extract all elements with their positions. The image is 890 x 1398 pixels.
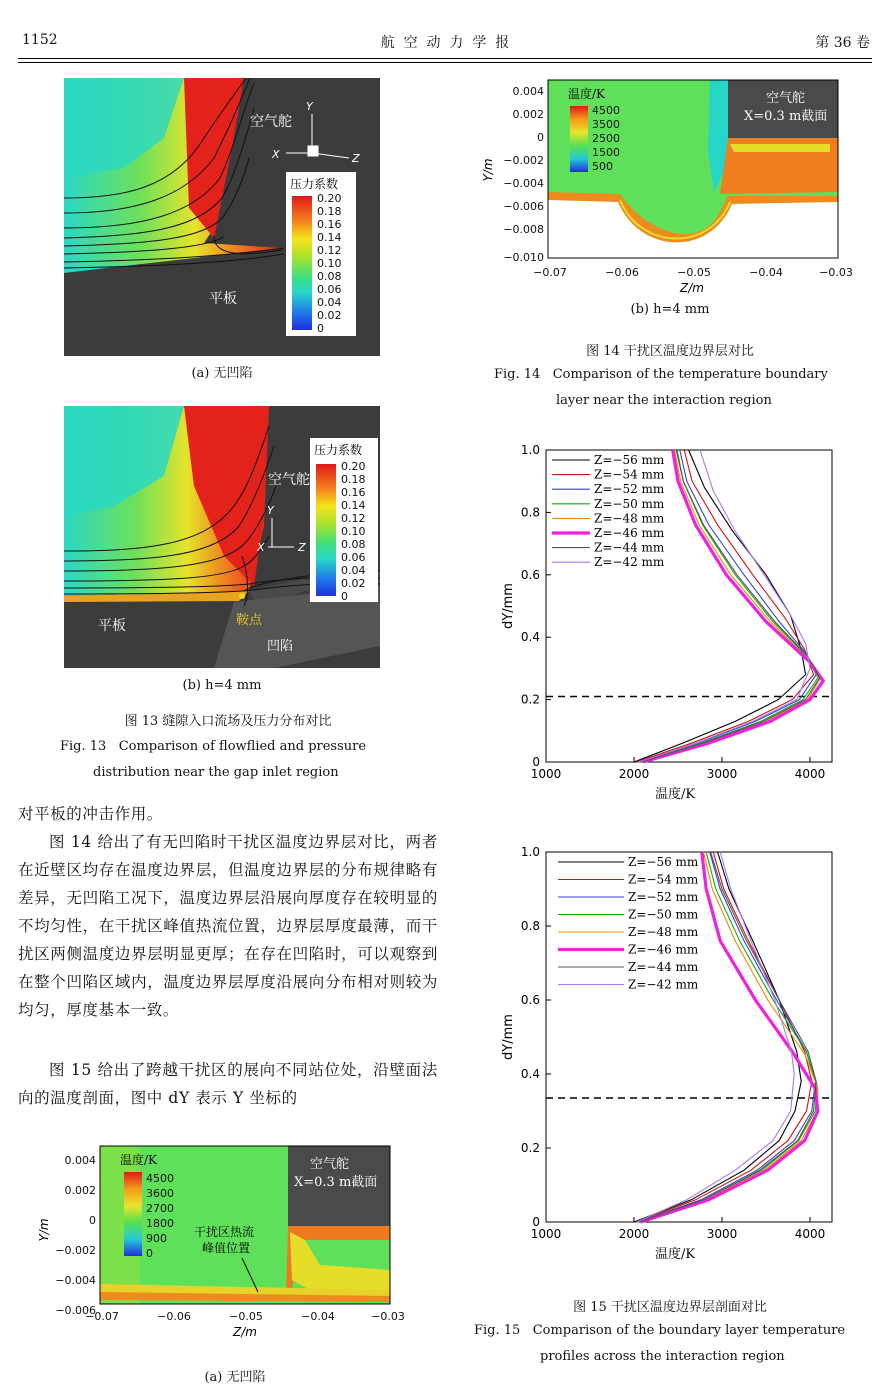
- legend-entry: Z=−48 mm: [594, 511, 665, 526]
- fig13-caption-cn: 图 13 缝隙入口流场及压力分布对比: [124, 714, 332, 729]
- fig14a-x-tick: −0.03: [371, 1310, 405, 1323]
- fig13a-axis-y: Y: [306, 100, 313, 113]
- fig14b-x-tick: −0.07: [533, 266, 567, 279]
- x-tick-label: 1000: [530, 767, 562, 781]
- fig13a-legend-value: 0.16: [317, 218, 342, 231]
- fig13a-legend-value: 0.10: [317, 257, 342, 270]
- y-tick-label: 0.2: [520, 1141, 540, 1155]
- fig13a-rudder-label: 空气舵: [250, 114, 292, 130]
- fig14b-y-tick: −0.010: [503, 251, 544, 264]
- fig14b-y-tick: 0: [537, 131, 544, 144]
- legend-entry: Z=−52 mm: [594, 482, 665, 497]
- fig14b-x-tick: −0.06: [605, 266, 639, 279]
- fig14a-y-tick: 0: [89, 1214, 96, 1227]
- x-tick-label: 3000: [706, 1227, 738, 1241]
- fig13b-legend-value: 0.06: [341, 551, 366, 564]
- fig13b-legend-value: 0.08: [341, 538, 366, 551]
- series-line: [643, 450, 823, 762]
- fig13a-axis-x: X: [272, 148, 280, 161]
- fig13a-subcaption: (a) 无凹陷: [191, 366, 253, 381]
- fig13a-legend-value: 0.06: [317, 283, 342, 296]
- fig14a-y-tick: 0.002: [64, 1184, 96, 1197]
- fig13b-axis-z: Z: [298, 541, 306, 554]
- fig14b-legend-title: 温度/K: [568, 87, 606, 101]
- fig14a-legend-value: 2700: [146, 1202, 174, 1215]
- fig15-caption-en-1: Fig. 15 Comparison of the boundary layer temperature: [474, 1323, 846, 1338]
- fig14a-subcaption: (a) 无凹陷: [204, 1370, 266, 1385]
- legend-entry: Z=−44 mm: [628, 960, 699, 974]
- series-line: [638, 450, 817, 762]
- fig14-caption-en-1: Fig. 14 Comparison of the temperature boundary: [494, 367, 828, 382]
- legend-entry: Z=−42 mm: [628, 977, 699, 992]
- fig14b-x-tick: −0.03: [819, 266, 853, 279]
- y-tick-label: 0.6: [520, 567, 540, 582]
- fig13a-plate-label: 平板: [209, 291, 237, 307]
- fig14a-box-title: 空气舵: [310, 1157, 350, 1172]
- fig13b-legend-value: 0.12: [341, 512, 366, 525]
- x-tick-label: 2000: [618, 767, 650, 781]
- x-axis-label: 温度/K: [654, 1247, 696, 1262]
- fig14b-x-label: Z/m: [680, 281, 704, 295]
- legend-entry: Z=−44 mm: [594, 540, 665, 555]
- fig14a-y-tick: −0.006: [55, 1304, 96, 1317]
- fig14b-box-sub: X=0.3 m截面: [744, 109, 828, 124]
- fig14a-contour: [30, 1140, 410, 1340]
- legend-entry: Z=−52 mm: [628, 890, 699, 904]
- legend-entry: Z=−56 mm: [594, 453, 665, 467]
- paragraph-2: 图 14 给出了有无凹陷时干扰区温度边界层对比，两者在近壁区均存在温度边界层，但温度边界层的分布规律略有差异，无凹陷工况下，温度边界层沿展向厚度存在较明显的不均匀性，在干扰区峰值热流位置，边界层厚度最薄，而干扰区两侧温度边界层明显更厚；在存在凹陷时，可以观察到在整个凹陷区域内，温度边界层厚度沿展向分布相对则较为均匀，厚度基本一致。: [18, 833, 438, 1019]
- x-tick-label: 2000: [618, 1227, 650, 1241]
- fig14b-legend-value: 4500: [592, 104, 620, 117]
- x-axis-label: 温度/K: [654, 787, 696, 802]
- fig14b-y-tick: −0.008: [503, 223, 544, 236]
- fig13-caption-en-1: Fig. 13 Comparison of flowflied and pressure: [60, 739, 367, 754]
- y-tick-label: 0.8: [520, 919, 540, 933]
- fig13a-legend-value: 0.02: [317, 309, 342, 322]
- fig13b-legend-value: 0.18: [341, 473, 366, 486]
- journal-title: 航 空 动 力 学 报: [380, 35, 510, 51]
- fig13a-colorbar: [292, 196, 312, 330]
- fig13a-legend-value: 0: [317, 322, 324, 335]
- plot-frame: [546, 450, 832, 762]
- legend-entry: Z=−46 mm: [628, 942, 699, 957]
- legend-entry: Z=−48 mm: [628, 925, 699, 939]
- y-axis-label: dY/mm: [501, 583, 516, 629]
- fig14b-colorbar: [570, 106, 588, 172]
- fig14b-y-tick: 0.002: [512, 108, 544, 121]
- fig14a-x-label: Z/m: [233, 1325, 257, 1339]
- y-tick-label: 1.0: [520, 845, 540, 859]
- fig14-caption-en-2: layer near the interaction region: [556, 393, 772, 408]
- fig14a-colorbar: [124, 1172, 142, 1256]
- fig13a-legend-value: 0.08: [317, 270, 342, 283]
- fig14b-x-tick: −0.04: [749, 266, 783, 279]
- legend-entry: Z=−56 mm: [628, 855, 699, 869]
- fig13b-legend-value: 0.10: [341, 525, 366, 538]
- y-tick-label: 0.2: [520, 692, 540, 707]
- fig14b-legend-value: 500: [592, 160, 613, 173]
- fig14a-annotation-1: 干扰区热流: [194, 1225, 255, 1239]
- y-tick-label: 1.0: [520, 443, 540, 457]
- y-tick-label: 0: [532, 755, 540, 769]
- fig13a-legend-value: 0.14: [317, 231, 342, 244]
- fig14b-y-tick: 0.004: [512, 85, 544, 98]
- fig13a-contour: [64, 78, 380, 356]
- fig13a-legend-value: 0.18: [317, 205, 342, 218]
- fig14a-legend-value: 900: [146, 1232, 167, 1245]
- fig14b-contour: [470, 72, 860, 302]
- fig14a-y-label: Y/m: [37, 1218, 51, 1242]
- fig15a-chart: [490, 440, 850, 810]
- fig13b-dent-label: 凹陷: [267, 639, 294, 654]
- x-tick-label: 4000: [794, 1227, 826, 1241]
- fig13b-legend-value: 0.04: [341, 564, 366, 577]
- fig14a-x-tick: −0.06: [157, 1310, 191, 1323]
- series-line: [641, 450, 820, 762]
- fig13b-subcaption: (b) h=4 mm: [182, 678, 262, 693]
- x-tick-label: 1000: [530, 1227, 562, 1241]
- fig14a-x-tick: −0.07: [85, 1310, 119, 1323]
- legend-entry: Z=−54 mm: [628, 872, 699, 887]
- fig13b-plate-label: 平板: [98, 618, 126, 634]
- fig14b-y-label: Y/m: [481, 158, 495, 182]
- fig13b-saddle-label: 鞍点: [236, 613, 263, 628]
- fig13b-contour: [64, 406, 380, 668]
- fig13a-axis-z: Z: [352, 152, 360, 165]
- fig15-caption-en-2: profiles across the interaction region: [540, 1349, 785, 1364]
- volume-label: 第 36 卷: [815, 35, 870, 51]
- y-tick-label: 0.4: [520, 630, 540, 645]
- legend-entry: Z=−50 mm: [628, 907, 699, 922]
- fig14b-legend-value: 2500: [592, 132, 620, 145]
- fig14b-y-tick: −0.006: [503, 200, 544, 213]
- fig14a-legend-value: 3600: [146, 1187, 174, 1200]
- fig14b-y-tick: −0.002: [503, 154, 544, 167]
- fig13b-legend-value: 0.14: [341, 499, 366, 512]
- fig13-caption-en-2: distribution near the gap inlet region: [93, 765, 339, 780]
- fig13b-rudder-label: 空气舵: [268, 472, 310, 488]
- fig14a-y-tick: −0.004: [55, 1274, 96, 1287]
- fig14a-legend-value: 0: [146, 1247, 153, 1260]
- fig14a-box-sub: X=0.3 m截面: [294, 1175, 378, 1190]
- fig14a-legend-value: 4500: [146, 1172, 174, 1185]
- fig14a-x-tick: −0.05: [229, 1310, 263, 1323]
- fig14a-x-tick: −0.04: [301, 1310, 335, 1323]
- y-tick-label: 0.8: [520, 505, 540, 520]
- fig13b-axis-x: X: [257, 541, 265, 554]
- page-number: 1152: [22, 32, 58, 48]
- fig13b-legend-value: 0.20: [341, 460, 366, 473]
- fig14a-y-tick: −0.002: [55, 1244, 96, 1257]
- fig13a-legend-value: 0.04: [317, 296, 342, 309]
- fig15b-chart: [490, 842, 850, 1282]
- fig13b-legend-value: 0.02: [341, 577, 366, 590]
- legend-entry: Z=−50 mm: [594, 496, 665, 511]
- fig13a-legend-title: 压力系数: [290, 177, 339, 191]
- paragraph-1: 对平板的冲击作用。: [18, 805, 163, 823]
- series-line: [639, 450, 818, 762]
- y-tick-label: 0: [532, 1215, 540, 1229]
- fig14b-x-tick: −0.05: [677, 266, 711, 279]
- y-tick-label: 0.4: [520, 1067, 540, 1081]
- paragraph-3: 图 15 给出了跨越干扰区的展向不同站位处，沿壁面法向的温度剖面，图中 dY 表示 Y 坐标的: [18, 1061, 438, 1107]
- fig14b-subcaption: (b) h=4 mm: [630, 302, 710, 317]
- fig14b-legend-value: 1500: [592, 146, 620, 159]
- fig14b-legend-value: 3500: [592, 118, 620, 131]
- header-rule-thin: [18, 62, 872, 63]
- legend-entry: Z=−46 mm: [594, 526, 665, 540]
- fig15-caption-cn: 图 15 干扰区温度边界层剖面对比: [573, 1300, 767, 1315]
- fig14a-annotation-2: 峰值位置: [202, 1241, 251, 1255]
- legend-entry: Z=−42 mm: [594, 555, 665, 570]
- x-tick-label: 4000: [794, 767, 826, 781]
- header-rule-thick: [18, 58, 872, 59]
- fig14a-legend-value: 1800: [146, 1217, 174, 1230]
- fig13b-axis-y: Y: [267, 504, 274, 517]
- fig13b-legend-value: 0.16: [341, 486, 366, 499]
- fig13a-legend-value: 0.20: [317, 192, 342, 205]
- fig14a-legend-title: 温度/K: [120, 1153, 158, 1167]
- series-line: [641, 450, 821, 762]
- fig13b-colorbar: [316, 464, 336, 596]
- y-tick-label: 0.6: [520, 993, 540, 1007]
- legend-entry: Z=−54 mm: [594, 467, 665, 482]
- fig14-caption-cn: 图 14 干扰区温度边界层对比: [586, 344, 754, 359]
- fig14a-y-tick: 0.004: [64, 1154, 96, 1167]
- fig14b-box-title: 空气舵: [766, 91, 806, 106]
- fig14b-y-tick: −0.004: [503, 177, 544, 190]
- fig13b-legend-value: 0: [341, 590, 348, 603]
- fig13a-legend-value: 0.12: [317, 244, 342, 257]
- x-tick-label: 3000: [706, 767, 738, 781]
- fig13b-legend-title: 压力系数: [314, 443, 363, 457]
- y-axis-label: dY/mm: [501, 1014, 516, 1060]
